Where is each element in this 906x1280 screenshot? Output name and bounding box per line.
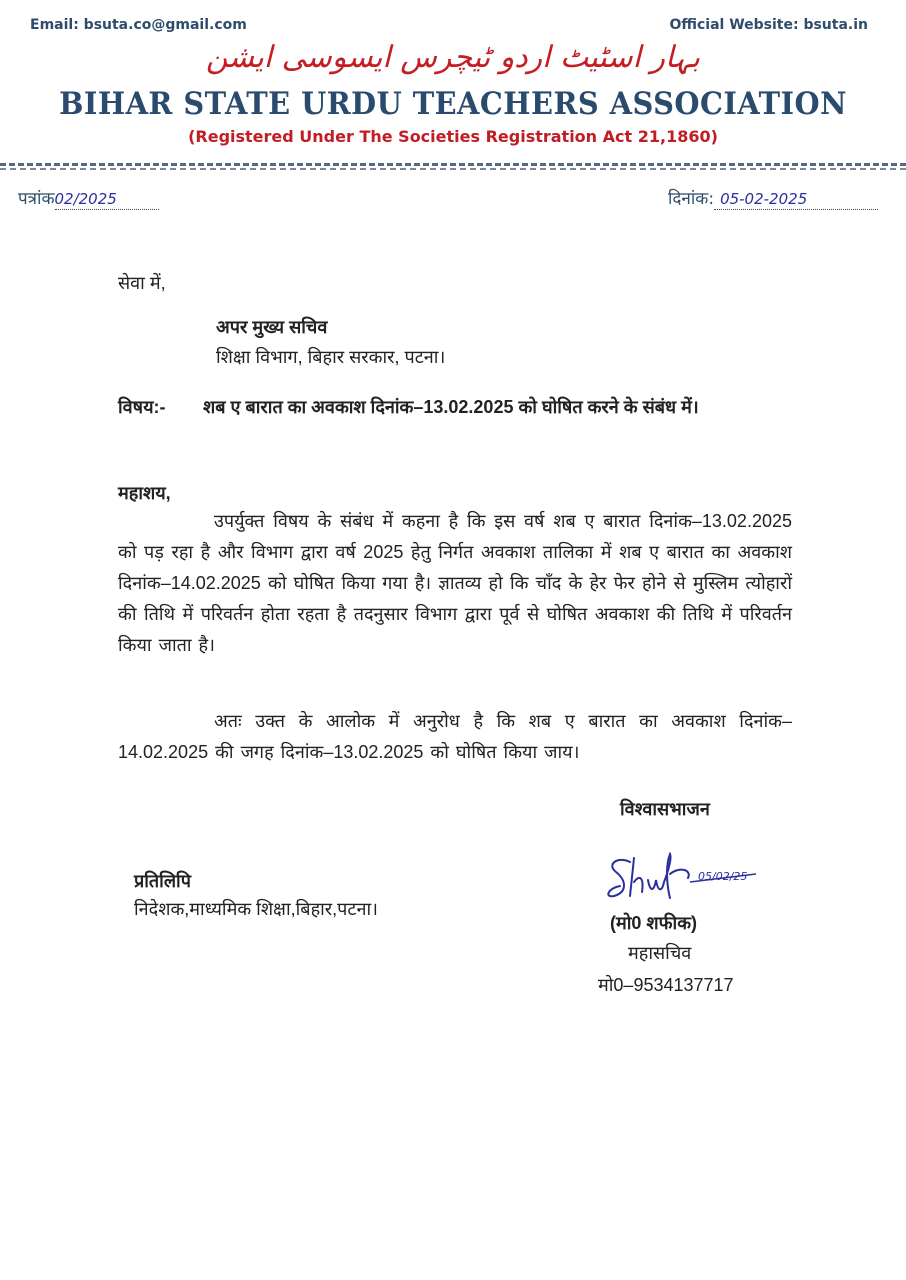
salutation-to: सेवा में, (118, 273, 166, 293)
org-name: BIHAR STATE URDU TEACHERS ASSOCIATION (59, 86, 847, 122)
letter-date (668, 186, 878, 210)
header-divider-secondary (0, 168, 906, 170)
subject-text: शब ए बारात का अवकाश दिनांक–13.02.2025 को घोषित करने के संबंध में। (203, 397, 699, 417)
copy-label: प्रतिलिपि (134, 871, 191, 891)
letter-date-field (714, 189, 878, 210)
copy-recipient: निदेशक,माध्यमिक शिक्षा,बिहार,पटना। (134, 899, 378, 919)
body-paragraph-2: अतः उक्त के आलोक में अनुरोध है कि शब ए बारात का अवकाश दिनांक–14.02.2025 की जगह दिनांक–13.02.2025 को घोषित किया जाय। (118, 711, 792, 762)
closing: विश्वासभाजन (620, 799, 710, 819)
greeting: महाशय, (118, 483, 171, 503)
subject-label: विषय:- (118, 397, 166, 417)
header-email: Email: bsuta.co@gmail.com (30, 17, 247, 33)
org-name-urdu: بہار اسٹیٹ اردو ٹیچرس ایسوسی ایشن (205, 40, 701, 75)
registration-note: (Registered Under The Societies Registration Act 21,1860) (188, 127, 718, 146)
recipient-title: अपर मुख्य सचिव (216, 317, 328, 337)
recipient-address: शिक्षा विभाग, बिहार सरकार, पटना। (216, 347, 446, 367)
signature (600, 852, 770, 904)
signatory-designation: महासचिव (628, 943, 692, 963)
body-paragraph-1: उपर्युक्त विषय के संबंध में कहना है कि इस वर्ष शब ए बारात दिनांक–13.02.2025 को पड़ रहा है और विभाग द्वारा वर्ष 2025 हेतु निर्गत अवकाश तालिका में शब ए बारात का अवकाश दिनांक–14.02.2025 को घोषित किया गया है। ज्ञातव्य हो कि चाँद के हेर फेर होने से मुस्लिम त्योहारों की तिथि में परिवर्तन होता रहता है तदनुसार विभाग द्वारा पूर्व से घोषित अवकाश की तिथि में परिवर्तन किया जाता है। (118, 511, 792, 655)
letter-number (18, 186, 159, 210)
signatory-mobile: मो0–9534137717 (598, 975, 734, 995)
signatory-name: (मो0 शफीक) (610, 913, 698, 933)
signature-date: 05/02/25 (698, 870, 748, 883)
letter-number-label: पत्रांक (18, 189, 55, 209)
header-divider (0, 163, 906, 166)
letter-date-value: 05-02-2025 (720, 190, 808, 208)
letter-number-field (55, 189, 159, 210)
letter-number-value: 02/2025 (54, 190, 117, 208)
header-website: Official Website: bsuta.in (669, 17, 868, 33)
letter-date-label: दिनांक: (668, 189, 715, 209)
